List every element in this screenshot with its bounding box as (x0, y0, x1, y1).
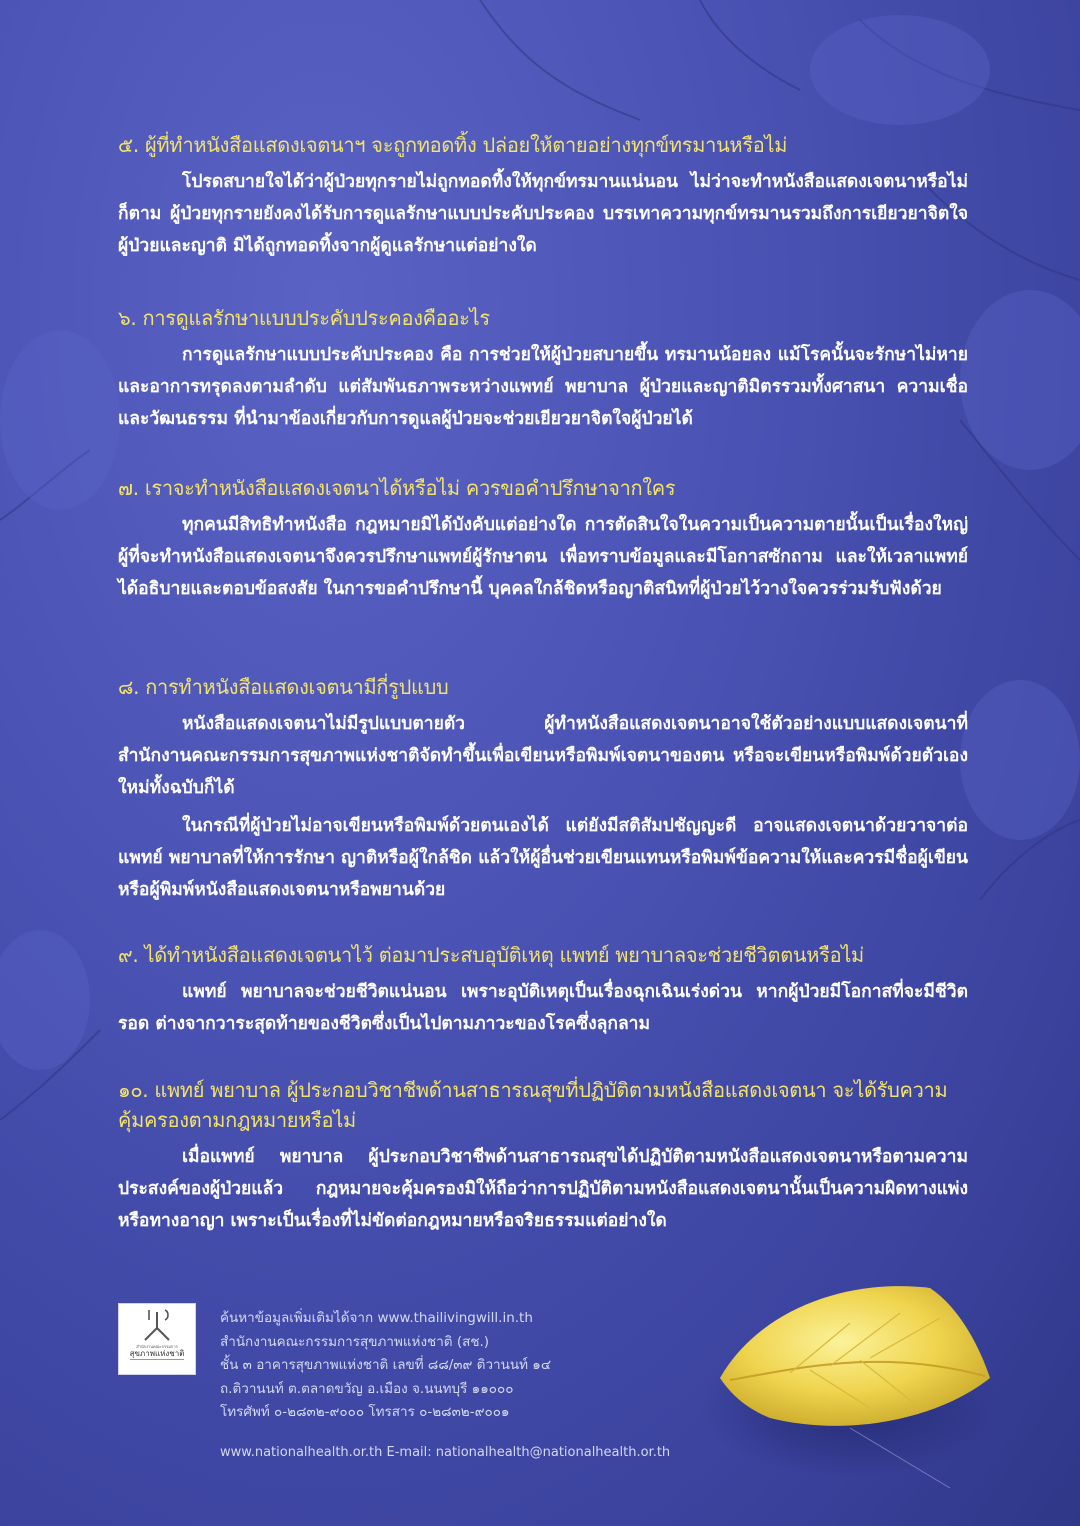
footer-line-phone-fax: โทรศัพท์ ๐-๒๘๓๒-๙๐๐๐ โทรสาร ๐-๒๘๓๒-๙๐๐๑ (220, 1404, 510, 1420)
logo-caption-small: สำนักงานคณะกรรมการ (136, 1344, 178, 1349)
section-10-title: ๑๐. แพทย์ พยาบาล ผู้ประกอบวิชาชีพด้านสาธารณสุขที่ปฏิบัติตามหนังสือแสดงเจตนา จะได้รับความคุ้มครองตามกฎหมายหรือไม่ (118, 1078, 948, 1132)
section-9-title: ๙. ได้ทำหนังสือแสดงเจตนาไว้ ต่อมาประสบอุบัติเหตุ แพทย์ พยาบาลจะช่วยชีวิตตนหรือไม่ (118, 943, 864, 967)
section-5-paragraph-1: โปรดสบายใจได้ว่าผู้ป่วยทุกรายไม่ถูกทอดทิ้งให้ทุกข์ทรมานแน่นอน ไม่ว่าจะทำหนังสือแสดงเจตนาหรือไม่ก็ตาม ผู้ป่วยทุกรายยังคงได้รับการดูแลรักษาแบบประคับประคอง บรรเทาความทุกข์ทรมานรวมถึงการเยียวยาจิตใจผู้ป่วยและญาติ มิได้ถูกทอดทิ้งจากผู้ดูแลรักษาแต่อย่างใด (118, 172, 968, 256)
section-8-paragraph-2: ในกรณีที่ผู้ป่วยไม่อาจเขียนหรือพิมพ์ด้วยตนเองได้ แต่ยังมีสติสัมปชัญญะดี อาจแสดงเจตนาด้วยวาจาต่อแพทย์ พยาบาลที่ให้การรักษา ญาติหรือผู้ใกล้ชิด แล้วให้ผู้อื่นช่วยเขียนแทนหรือพิมพ์ข้อความให้และควรมีชื่อผู้เขียนหรือผู้พิมพ์หนังสือแสดงเจตนาหรือพยานด้วย (118, 816, 968, 900)
footer-contact-lines (220, 1307, 740, 1425)
section-8-title: ๘. การทำหนังสือแสดงเจตนามีกี่รูปแบบ (118, 675, 449, 699)
footer-line-address-1: ชั้น ๓ อาคารสุขภาพแห่งชาติ เลขที่ ๘๘/๓๙ ติวานนท์ ๑๔ (220, 1357, 552, 1373)
footer-line-address-2: ถ.ติวานนท์ ต.ตลาดขวัญ อ.เมือง จ.นนทบุรี ๑๑๐๐๐ (220, 1380, 514, 1397)
section-5 (118, 130, 968, 262)
section-9 (118, 940, 968, 1040)
section-6-paragraph-1: การดูแลรักษาแบบประคับประคอง คือ การช่วยให้ผู้ป่วยสบายขึ้น ทรมานน้อยลง แม้โรคนั้นจะรักษาไม่หาย และอาการทรุดลงตามลำดับ แต่สัมพันธภาพระหว่างแพทย์ พยาบาล ผู้ป่วยและญาติมิตรรวมทั้งศาสนา ความเชื่อและวัฒนธรรม ที่นำมาข้องเกี่ยวกับการดูแลผู้ป่วยจะช่วยเยียวยาจิตใจผู้ป่วยได้ (118, 345, 968, 429)
nhco-logo-mark-icon (137, 1306, 177, 1344)
nhco-logo (118, 1303, 196, 1375)
section-7-paragraph-1: ทุกคนมีสิทธิทำหนังสือ กฎหมายมิได้บังคับแต่อย่างใด การตัดสินใจในความเป็นความตายนั้นเป็นเรื่องใหญ่ ผู้ที่จะทำหนังสือแสดงเจตนาจึงควรปรึกษาแพทย์ผู้รักษาตน เพื่อทราบข้อมูลและมีโอกาสซักถาม และให้เวลาแพทย์ได้อธิบายและตอบข้อสงสัย ในการขอคำปรึกษานี้ บุคคลใกล้ชิดหรือญาติสนิทที่ผู้ป่วยไว้วางใจควรร่วมรับฟังด้วย (118, 515, 968, 599)
section-8-paragraph-1: หนังสือแสดงเจตนาไม่มีรูปแบบตายตัว ผู้ทำหนังสือแสดงเจตนาอาจใช้ตัวอย่างแบบแสดงเจตนาที่สำนักงานคณะกรรมการสุขภาพแห่งชาติจัดทำขึ้นเพื่อเขียนหรือพิมพ์เจตนาของตน หรือจะเขียนหรือพิมพ์ด้วยตัวเองใหม่ทั้งฉบับก็ได้ (118, 714, 968, 798)
section-7 (118, 473, 968, 605)
section-9-paragraph-1: แพทย์ พยาบาลจะช่วยชีวิตแน่นอน เพราะอุบัติเหตุเป็นเรื่องฉุกเฉินเร่งด่วน หากผู้ป่วยมีโอกาสที่จะมีชีวิตรอด ต่างจากวาระสุดท้ายของชีวิตซึ่งเป็นไปตามภาวะของโรคซึ่งลุกลาม (118, 982, 968, 1034)
logo-caption-main: สุขภาพแห่งชาติ (129, 1349, 185, 1358)
section-7-title: ๗. เราจะทำหนังสือแสดงเจตนาได้หรือไม่ ควรขอคำปรึกษาจากใคร (118, 476, 676, 500)
section-10 (118, 1075, 968, 1237)
section-6-title: ๖. การดูแลรักษาแบบประคับประคองคืออะไร (118, 306, 490, 330)
footer-web-email[interactable]: www.nationalhealth.or.th E-mail: nationalhealth@nationalhealth.or.th (220, 1445, 671, 1460)
footer-line-org-name: สำนักงานคณะกรรมการสุขภาพแห่งชาติ (สช.) (220, 1333, 490, 1350)
yellow-leaf-image (700, 1268, 1000, 1488)
section-5-title: ๕. ผู้ที่ทำหนังสือแสดงเจตนาฯ จะถูกทอดทิ้ง ปล่อยให้ตายอย่างทุกข์ทรมานหรือไม่ (118, 133, 788, 157)
section-8 (118, 672, 968, 906)
footer-line-website[interactable]: ค้นหาข้อมูลเพิ่มเติมได้จาก www.thailivingwill.in.th (220, 1310, 533, 1326)
section-10-paragraph-1: เมื่อแพทย์ พยาบาล ผู้ประกอบวิชาชีพด้านสาธารณสุขได้ปฏิบัติตามหนังสือแสดงเจตนาหรือตามความประสงค์ของผู้ป่วยแล้ว กฎหมายจะคุ้มครองมิให้ถือว่าการปฏิบัติตามหนังสือแสดงเจตนานั้นเป็นความผิดทางแพ่งหรือทางอาญา เพราะเป็นเรื่องที่ไม่ขัดต่อกฎหมายหรือจริยธรรมแต่อย่างใด (118, 1147, 968, 1231)
section-6 (118, 303, 968, 435)
